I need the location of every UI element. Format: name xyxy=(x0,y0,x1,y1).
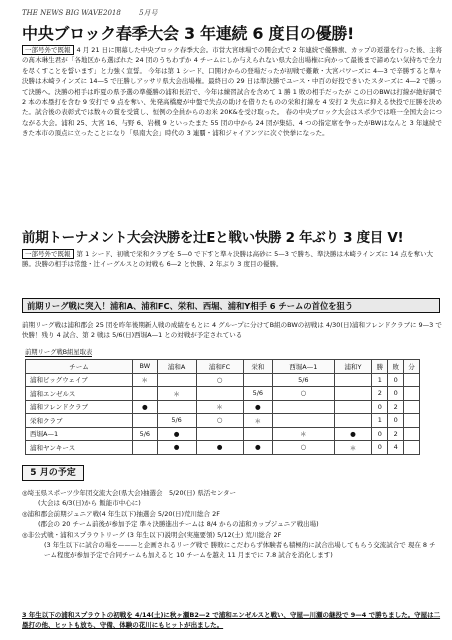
table-header-cell: 敗 xyxy=(388,360,404,374)
result-cell xyxy=(404,414,420,428)
main-headline: 中央ブロック春季大会 3 年連続 6 度目の優勝! xyxy=(22,24,355,43)
result-cell: ● xyxy=(243,400,273,414)
result-cell: ● xyxy=(243,441,273,455)
team-name-cell: 西堀A—1 xyxy=(26,427,133,441)
result-cell: ● xyxy=(196,441,243,455)
schedule-list xyxy=(22,488,442,561)
table-header-cell: 栄和 xyxy=(243,360,273,374)
result-cell: ＊ xyxy=(243,414,273,428)
league-banner: 前期リーグ戦に突入！浦和A、浦和FC、栄和、西堀、浦和Y相手 6 チームの首位を狙う xyxy=(22,298,440,313)
article-tournament-final xyxy=(22,249,442,270)
result-cell: 2 xyxy=(388,427,404,441)
result-cell: ＊ xyxy=(334,441,372,455)
table-header-cell: 浦和A xyxy=(157,360,196,374)
result-cell: 5/6 xyxy=(243,387,273,401)
table-header-cell: チーム xyxy=(26,360,133,374)
article-body: 第 1 シード、初戦で栄和クラブを 5—0 で下すと準々決勝は高砂に 5—3 で勝ち、準決勝は木崎ラインズに 14 点を奪い大勝。決勝の相手は常盤・辻イーグルスとの対戦も 6—2 と快勝、2 年ぶり 3 度目の優勝。 xyxy=(22,250,434,269)
table-row xyxy=(26,441,420,455)
result-cell: 0 xyxy=(388,414,404,428)
result-cell xyxy=(404,441,420,455)
result-cell xyxy=(404,387,420,401)
table-row xyxy=(26,387,420,401)
result-cell: ● xyxy=(133,400,158,414)
team-name-cell: 浦和フレンドクラブ xyxy=(26,400,133,414)
result-cell: ○ xyxy=(196,373,243,387)
schedule-item: (郡会の 20 チーム前後が参加予定 準々決勝進出チームは 8/4 からの浦和カップジュニア戦出場) xyxy=(38,520,319,529)
team-name-cell: 浦和エンゼルス xyxy=(26,387,133,401)
result-cell: 5/6 xyxy=(273,373,334,387)
article-spring-tournament xyxy=(22,45,442,139)
result-cell: 0 xyxy=(388,387,404,401)
result-cell xyxy=(334,387,372,401)
result-cell: ＊ xyxy=(157,387,196,401)
result-cell: 2 xyxy=(388,400,404,414)
result-cell: ● xyxy=(157,427,196,441)
result-cell xyxy=(157,400,196,414)
masthead xyxy=(22,8,174,18)
table-header-cell: 浦和FC xyxy=(196,360,243,374)
result-cell xyxy=(334,414,372,428)
result-cell: ○ xyxy=(273,441,334,455)
article-league: 前期リーグ戦は浦和郡会 25 団を昨年後期新人戦の成績をもとに 4 グループに分けてB組のBWの初戦は 4/30(日)浦和フレンドクラブに 9—3 で快勝！残り 4 試合、第 2 戦は 5/6(日)西堀A—1 との対戦が予定されている xyxy=(22,321,442,340)
result-cell xyxy=(196,387,243,401)
result-cell xyxy=(273,400,334,414)
result-cell: 4 xyxy=(388,441,404,455)
result-cell: 2 xyxy=(372,387,388,401)
result-cell: 0 xyxy=(372,427,388,441)
result-cell: ● xyxy=(157,441,196,455)
result-cell: 1 xyxy=(372,414,388,428)
table-header-cell: 勝 xyxy=(372,360,388,374)
result-cell xyxy=(404,373,420,387)
league-table-caption: 前期リーグ戦B組星取表 xyxy=(25,349,93,356)
masthead-title: THE NEWS BIG WAVE2018 xyxy=(22,9,121,17)
second-headline: 前期トーナメント大会決勝を辻Eと戦い快勝 2 年ぶり 3 度目 V! xyxy=(22,230,404,246)
schedule-item: ◎浦和郡会前期ジュニア戦(4 年生以下)抽選会 5/20(日)荒川総合 2F xyxy=(22,509,220,518)
schedule-item: (大会は 6/3(日)から 飯能市中心に) xyxy=(38,499,141,508)
result-cell xyxy=(196,427,243,441)
team-name-cell: 浦和ヤンキース xyxy=(26,441,133,455)
result-cell xyxy=(243,373,273,387)
table-row xyxy=(26,400,420,414)
table-header-row xyxy=(26,360,420,374)
result-cell xyxy=(404,400,420,414)
result-cell: 1 xyxy=(372,373,388,387)
extra-edition-tag: 一部号外で既報 xyxy=(22,249,74,259)
team-name-cell: 栄和クラブ xyxy=(26,414,133,428)
result-cell: ＊ xyxy=(273,427,334,441)
extra-edition-tag: 一部号外で既報 xyxy=(22,45,74,55)
result-cell xyxy=(243,427,273,441)
result-cell: 5/6 xyxy=(133,427,158,441)
result-cell xyxy=(157,373,196,387)
result-cell: ＊ xyxy=(133,373,158,387)
result-cell xyxy=(334,400,372,414)
schedule-item: (3 年生以下に試合の場を———と企画されるリーグ戦で 勝敗にこだわらず体験者も積極的に試合出場してもらう交流試合で 現在 8 チーム程度が参加予定で合同チームも加えると 10 チームを越え 11 月までに 7.8 試合を消化します) xyxy=(44,541,436,560)
result-cell: 0 xyxy=(372,400,388,414)
result-cell: ● xyxy=(334,427,372,441)
result-cell xyxy=(133,414,158,428)
table-header-cell: 西堀A—1 xyxy=(273,360,334,374)
table-row xyxy=(26,373,420,387)
result-cell: ○ xyxy=(273,387,334,401)
table-header-cell: BW xyxy=(133,360,158,374)
result-cell xyxy=(404,427,420,441)
result-cell xyxy=(133,387,158,401)
result-cell xyxy=(334,373,372,387)
table-row xyxy=(26,427,420,441)
result-cell xyxy=(133,441,158,455)
team-name-cell: 浦和ビッグウェイブ xyxy=(26,373,133,387)
schedule-item: ◎埼玉県スポーツ少年団交流大会(県大会)抽選会 5/20(日) 県活センター xyxy=(22,489,236,497)
table-header-cell: 分 xyxy=(404,360,420,374)
table-header-cell: 浦和Y xyxy=(334,360,372,374)
league-standings-table xyxy=(25,359,420,455)
schedule-heading: 5 月の予定 xyxy=(22,465,84,481)
footer-note: 3 年生以下の浦和スプラウトの初戦を 4/14(土)に秋ヶ瀬B2—2 で浦和エンゼルスと戦い、守屋—川瀬の継投で 9—4 で勝ちました。守屋は二塁打の他、ヒットも放ち、守備、体験の花川にもヒットが出ました。 xyxy=(22,611,441,629)
result-cell: ＊ xyxy=(196,400,243,414)
result-cell: 5/6 xyxy=(157,414,196,428)
result-cell: ○ xyxy=(196,414,243,428)
result-cell: 0 xyxy=(372,441,388,455)
masthead-issue: 5月号 xyxy=(139,9,158,17)
result-cell: 0 xyxy=(388,373,404,387)
result-cell xyxy=(273,414,334,428)
schedule-item: ◎非公式戦・浦和スプラウトリーグ (3 年生以下)説明会(実施要領) 5/12(土) 荒川総合 2F xyxy=(22,530,282,539)
table-row xyxy=(26,414,420,428)
article-body: 4 月 21 日に開幕した中央ブロック春季大会。市営大宮球場での開会式で 2 年連続で優勝旗、カップの返還を行った後、主将の髙木琳生君が「各地区から選ばれた 24 団のうちわずか 4 チームにしか与えられない県大会出場権に向かって最後まで諦めない気持ちで全力を尽くすことを誓います」と力強く宣誓。 今年は第 1 シード、口開けからの登場だったが初戦で難敵・大宮パワーズに 4—3 で辛勝すると準々決勝は木崎ラインズに 14—5 で圧勝しアッサリ県大会出場権。最終日の 29 日は準決勝でユース・中百の好投できいたスターズに 4—2 で勝って決勝へ。決勝の相手は昨夏の県予選の準優勝の浦和長沼で、今年は練習試合を含めて 1 勝 1 敗の相手だったが この日のBWは打線が絶好調で 2 本の本塁打を含む 9 安打で 9 点を奪い、先発高橋慶が中盤で失点の助けを借りたものの栄和打線を 4 安打 2 失点に抑える快投で圧勝を決めた。試合後の表彰式では数々の賞を受賞し、恒例の全員からのお米 20K&を受け取った。 春の中央ブロック大会はスポ少では唯一全国大会につながる大会。浦和 25、大宮 16、与野 6、岩槻 9 といったまた 55 団の中から 24 団が集結、4 つの指定席を争ったがBWはなんと 3 年連続できた本市の頂点に立ったことになり「県南大会」時代の 3 連覇・浦和ジャイアンツに次ぐ快挙になった。 xyxy=(22,46,442,138)
